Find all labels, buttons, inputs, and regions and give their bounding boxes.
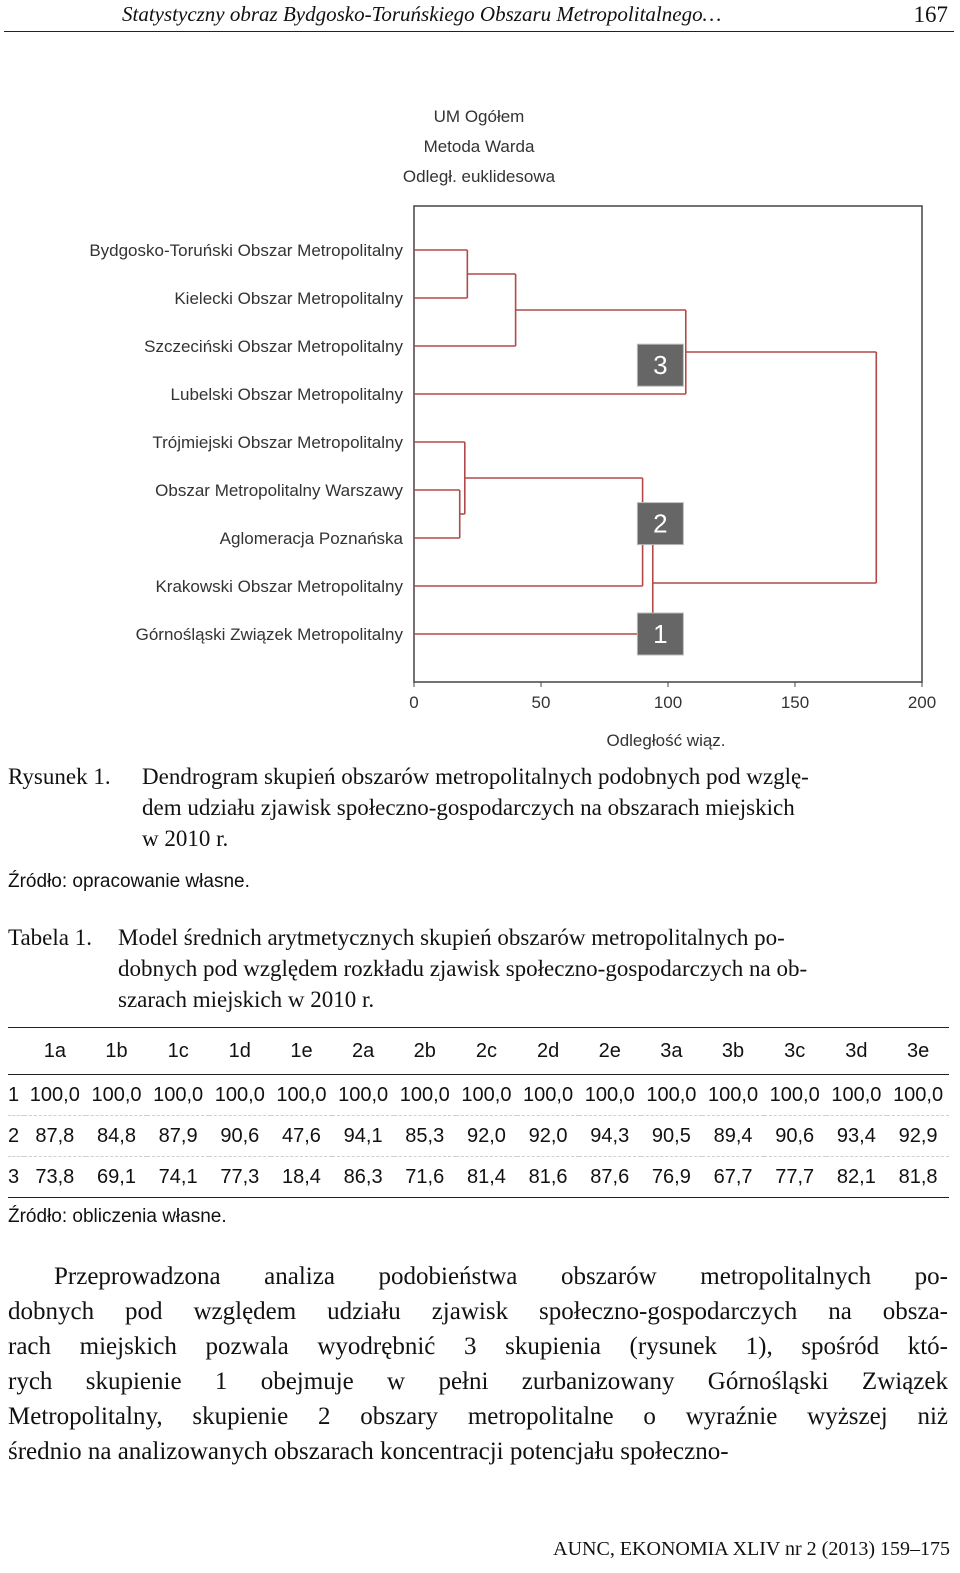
table-cell: 69,1 [86, 1157, 148, 1198]
table-cell: 94,3 [579, 1116, 641, 1157]
running-header-title: Statystyczny obraz Bydgosko-Toruńskiego Obszaru Metropolitalnego… [122, 2, 722, 26]
table-body [8, 1075, 949, 1198]
table-cell: 82,1 [826, 1157, 888, 1198]
page-number: 167 [913, 2, 948, 27]
table-cell: 18,4 [271, 1157, 333, 1198]
table-cell: 92,0 [456, 1116, 518, 1157]
figure-caption-line: Dendrogram skupień obszarów metropolitalnych podobnych pod wzglę- [142, 764, 809, 789]
table-cell: 77,3 [209, 1157, 271, 1198]
table-cell: 100,0 [579, 1075, 641, 1116]
leaf-label: Lubelski Obszar Metropolitalny [170, 385, 403, 404]
row-label: 3 [8, 1157, 24, 1198]
table-cell: 47,6 [271, 1116, 333, 1157]
row-label: 1 [8, 1075, 24, 1116]
leaf-label: Trójmiejski Obszar Metropolitalny [152, 433, 403, 452]
table-cell: 100,0 [764, 1075, 826, 1116]
table-cell: 100,0 [641, 1075, 703, 1116]
table-caption-line: Model średnich arytmetycznych skupień obszarów metropolitalnych po- [118, 925, 785, 950]
column-header: 1e [271, 1028, 333, 1075]
dendrogram-links [414, 250, 876, 634]
column-header: 2a [332, 1028, 394, 1075]
column-header: 1b [86, 1028, 148, 1075]
table-cell: 73,8 [24, 1157, 86, 1198]
table-cell: 81,4 [456, 1157, 518, 1198]
x-tick-label: 200 [907, 693, 937, 712]
paragraph-line: rych skupienie 1 obejmuje w pełni zurbanizowany Górnośląski Związek [8, 1368, 948, 1395]
cluster-marker-label: 2 [653, 508, 668, 539]
column-header: 1a [24, 1028, 86, 1075]
column-header: 3b [702, 1028, 764, 1075]
figure-title-line: Odległ. euklidesowa [402, 167, 556, 186]
x-tick-label: 50 [531, 693, 551, 712]
plot-frame [414, 206, 922, 682]
table-cell: 100,0 [271, 1075, 333, 1116]
table-cell: 81,8 [887, 1157, 949, 1198]
table-cell: 71,6 [394, 1157, 456, 1198]
cluster-marker-label: 3 [653, 350, 668, 381]
x-axis-label: Odległość wiąz. [606, 731, 726, 750]
header-rule [4, 31, 954, 32]
table-cell: 100,0 [24, 1075, 86, 1116]
figure-title-line: Metoda Warda [423, 137, 535, 156]
column-header: 1d [209, 1028, 271, 1075]
journal-citation: AUNC, EKONOMIA XLIV nr 2 (2013) 159–175 [553, 1538, 950, 1560]
paragraph-line: dobnych pod względem udziału zjawisk społeczno-gospodarczych na obsza- [8, 1298, 948, 1325]
table-cell: 89,4 [702, 1116, 764, 1157]
column-header: 2e [579, 1028, 641, 1075]
figure-title-block [403, 107, 556, 186]
column-header: 3a [641, 1028, 703, 1075]
table-cell: 87,6 [579, 1157, 641, 1198]
table-cell: 87,8 [24, 1116, 86, 1157]
table-cell: 86,3 [332, 1157, 394, 1198]
column-header: 3d [826, 1028, 888, 1075]
column-header: 3c [764, 1028, 826, 1075]
table-cell: 100,0 [332, 1075, 394, 1116]
table-cell: 93,4 [826, 1116, 888, 1157]
column-header: 2c [456, 1028, 518, 1075]
figure-caption-line: w 2010 r. [142, 826, 229, 851]
x-axis [409, 682, 936, 712]
table-caption-label: Tabela 1. [8, 925, 92, 950]
dendrogram-figure [0, 90, 960, 755]
column-header: 2d [517, 1028, 579, 1075]
cluster-marker-label: 1 [653, 619, 668, 649]
column-header: 3e [887, 1028, 949, 1075]
leaf-label: Szczeciński Obszar Metropolitalny [144, 337, 403, 356]
table-cell: 100,0 [209, 1075, 271, 1116]
x-tick-label: 150 [780, 693, 810, 712]
table-header-corner [8, 1028, 24, 1075]
table-cell: 100,0 [702, 1075, 764, 1116]
x-tick-label: 0 [409, 693, 419, 712]
row-label: 2 [8, 1116, 24, 1157]
leaf-label: Aglomeracja Poznańska [219, 529, 403, 548]
table-caption-line: szarach miejskich w 2010 r. [118, 987, 375, 1012]
leaf-label: Obszar Metropolitalny Warszawy [155, 481, 403, 500]
table-row [8, 1116, 949, 1157]
table-cell: 84,8 [86, 1116, 148, 1157]
body-paragraph [8, 1259, 948, 1469]
paragraph-line: średnio na analizowanych obszarach koncentracji potencjału społeczno- [8, 1438, 729, 1465]
column-header: 2b [394, 1028, 456, 1075]
table-cell: 100,0 [394, 1075, 456, 1116]
figure-caption-label: Rysunek 1. [8, 764, 111, 789]
table-cell: 94,1 [332, 1116, 394, 1157]
table-cell: 85,3 [394, 1116, 456, 1157]
x-tick-label: 100 [653, 693, 683, 712]
figure-title-line: UM Ogółem [433, 107, 525, 126]
table-cell: 100,0 [147, 1075, 209, 1116]
leaf-label: Kielecki Obszar Metropolitalny [174, 289, 403, 308]
table-cell: 81,6 [517, 1157, 579, 1198]
paragraph-line: Metropolitalny, skupienie 2 obszary metropolitalne o wyraźnie wyższej niż [8, 1403, 948, 1430]
table-cell: 100,0 [517, 1075, 579, 1116]
table-row [8, 1157, 949, 1198]
table-cell: 100,0 [86, 1075, 148, 1116]
table-cell: 90,6 [209, 1116, 271, 1157]
leaf-label: Bydgosko-Toruński Obszar Metropolitalny [89, 241, 403, 260]
leaf-label: Górnośląski Związek Metropolitalny [135, 625, 403, 644]
figure-source: Źródło: opracowanie własne. [8, 871, 250, 892]
cluster-means-table [8, 1027, 949, 1198]
table-cell: 77,7 [764, 1157, 826, 1198]
table-cell: 67,7 [702, 1157, 764, 1198]
table-cell: 90,6 [764, 1116, 826, 1157]
table-cell: 100,0 [887, 1075, 949, 1116]
paragraph-line: Przeprowadzona analiza podobieństwa obszarów metropolitalnych po- [54, 1263, 948, 1290]
table-cell: 87,9 [147, 1116, 209, 1157]
table-cell: 90,5 [641, 1116, 703, 1157]
table-cell: 100,0 [826, 1075, 888, 1116]
table-cell: 92,9 [887, 1116, 949, 1157]
table-row [8, 1075, 949, 1116]
table-cell: 76,9 [641, 1157, 703, 1198]
leaf-label: Krakowski Obszar Metropolitalny [155, 577, 403, 596]
table-cell: 92,0 [517, 1116, 579, 1157]
table-cell: 74,1 [147, 1157, 209, 1198]
figure-caption-line: dem udziału zjawisk społeczno-gospodarczych na obszarach miejskich [142, 795, 795, 820]
running-header [0, 0, 960, 34]
cluster-markers [637, 344, 683, 655]
table-caption-line: dobnych pod względem rozkładu zjawisk społeczno-gospodarczych na ob- [118, 956, 808, 981]
paragraph-line: rach miejskich pozwala wyodrębnić 3 skupienia (rysunek 1), spośród któ- [8, 1333, 948, 1360]
table-cell: 100,0 [456, 1075, 518, 1116]
leaf-labels [89, 241, 403, 644]
table-source: Źródło: obliczenia własne. [8, 1206, 227, 1227]
table-header-row [8, 1028, 949, 1075]
column-header: 1c [147, 1028, 209, 1075]
